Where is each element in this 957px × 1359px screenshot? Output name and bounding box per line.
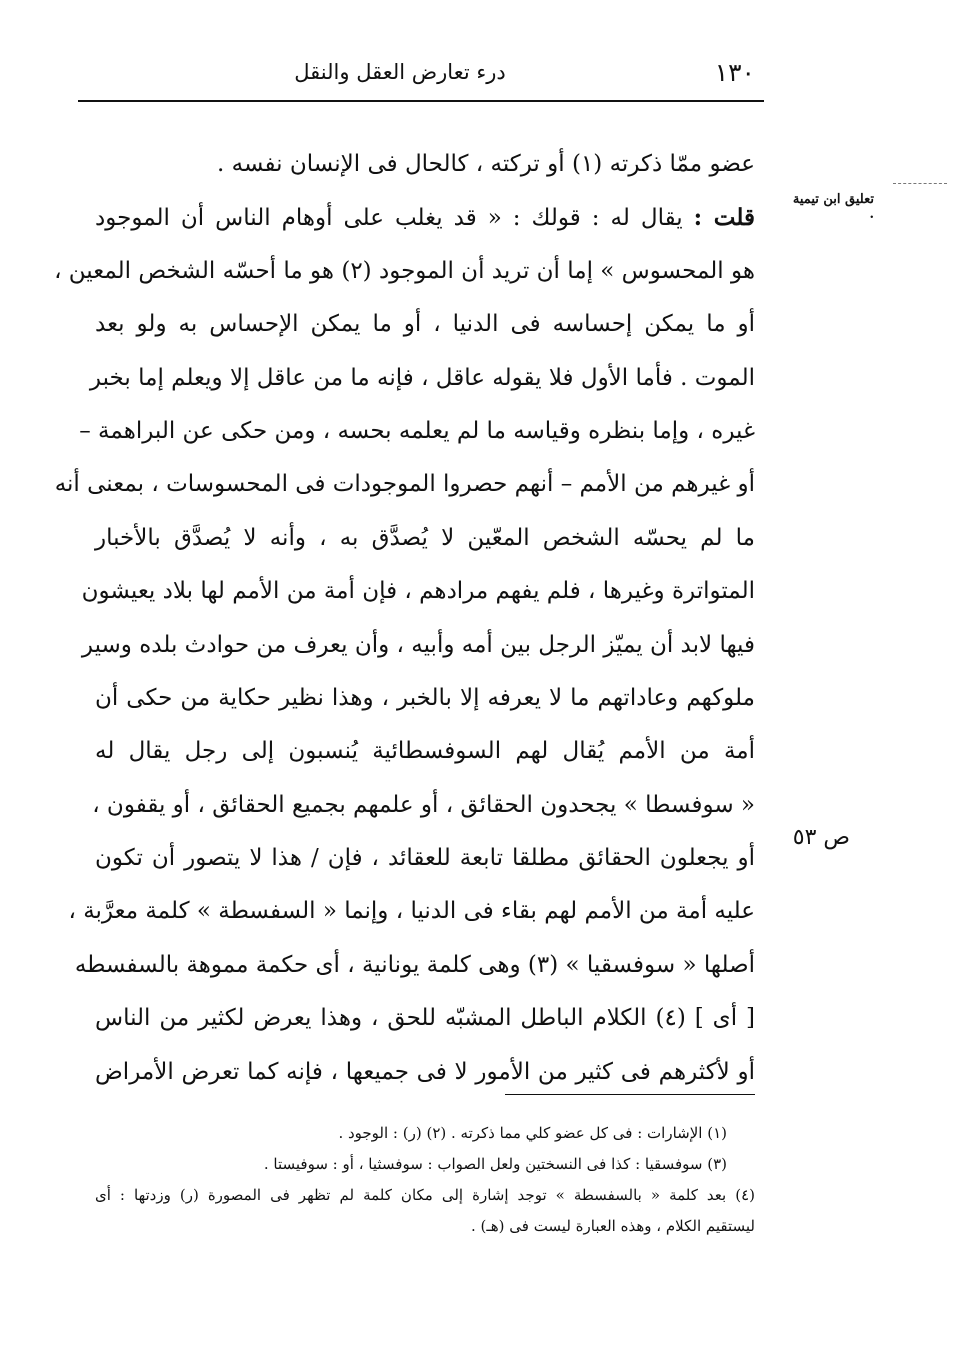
text-line: أو لأكثرهم فى كثير من الأمور لا فى جميعها ، فإنه كما تعرض الأمراض [95,1058,755,1085]
footnotes [95,1118,755,1242]
lead-word: قلت : [693,204,755,232]
header-rule [78,100,764,102]
text-line [95,191,755,244]
text-line: عضو ممّا ذكرته (١) أو تركته ، كالحال فى الإنسان نفسه . [217,151,755,177]
footnote-line: ليستقيم الكلام ، وهذه العبارة ليست فى (هـ) . [470,1217,755,1235]
text-line: غيره ، وإما بنظره وقياسه ما لم يعلمه بحسه ، ومن حكى عن البراهمة – [79,417,755,444]
text-line: أصلها « سوفسقيا » (٣) وهى كلمة يونانية ، أى حكمة مموهة بالسفسطه [74,951,755,978]
text-line: الموت . فأما الأول فلا يقوله عاقل ، فإنه ما من عاقل إلا ويعلم إما بخبر [89,364,755,391]
text-line: المتواترة وغيرها ، فلم يفهم مرادهم ، فإن أمة من الأمم لها بلاد يعيشون [81,578,755,605]
running-title: درء تعارض العقل والنقل [294,60,506,84]
margin-note: تعليق ابن تيمية . [792,192,874,222]
footnote-line: (٤) بعد كلمة « بالسفسطة » توجد إشارة إلى مكان كلمة لم تظهر فى المصورة (ر) وزدتها : أى [95,1186,755,1204]
text-line: أو غيرهم من الأمم – أنهم حصروا الموجودات فى المحسوسات ، بمعنى أنه [54,471,755,498]
text-line: ملوكهم وعاداتهم ما لا يعرفه إلا بالخبر ، وهذا نظير حكاية من حكى أن [95,684,755,711]
footnote-line: (١) الإشارات : فى كل عضو كلي مما ذكرته . (٢) (ر) : الوجود . [338,1124,727,1142]
body-text [54,138,756,1099]
text-line: أو يجعلون الحقائق مطلقا تابعة للعقائد ، فإن / هذا لا يتصور أن تكون [95,845,755,872]
text-line: [ أى ] (٤) الكلام الباطل المشبّه للحق ، وهذا يعرض لكثير من الناس [95,1005,756,1032]
text-line: عليه أمة من الأمم لهم بقاء فى الدنيا ، وإنما « السفسطة » كلمة معرَّبة ، [68,898,755,925]
margin-page-reference: ص ٥٣ [792,825,850,850]
footnote-rule [505,1094,755,1095]
text-line: ما لم يحسّه الشخص المعّين لا يُصدَّق به ، وأنه لا يُصدَّق بالأخبار [95,524,755,551]
text-line: هو المحسوس » إما أن تريد أن الموجود (٢) هو ما أحسّه الشخص المعين ، [54,257,755,284]
text-line-content: يقال له : قولك : « قد يغلب على أوهام الناس أن الموجود [95,205,683,232]
text-line: أمة من الأمم يُقال لهم السوفسطائية يُنسبون إلى رجل يقال له [95,738,755,765]
text-line: « سوفسطا » يجحدون الحقائق ، أو علمهم بجميع الحقائق ، أو يقفون ، [92,791,755,818]
footnote-line: (٣) سوفسقيا : كذا فى النسختين ولعل الصواب : سوفسثيا ، أو : سوفيستا . [263,1155,727,1173]
page-number: ١٣٠ [714,58,755,87]
text-line: أو ما يمكن إحساسه فى الدنيا ، أو ما يمكن الإحساس به ولو بعد [95,311,755,338]
margin-dash [893,183,947,184]
text-line: فيها لابد أن يميّز الرجل بين أمه وأبيه ، وأن يعرف من حوادث بلده وسير [81,631,755,658]
